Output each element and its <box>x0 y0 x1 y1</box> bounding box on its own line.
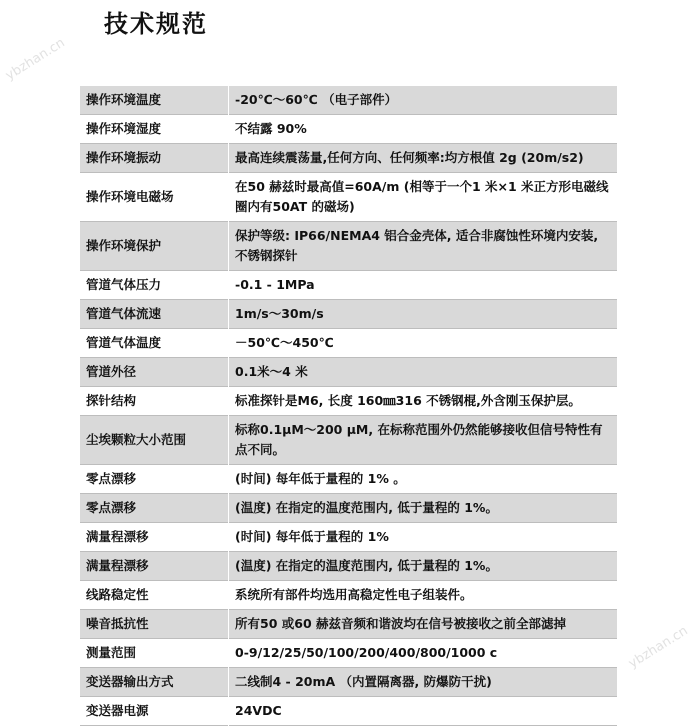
table-row <box>80 115 617 144</box>
spec-value: 1m/s～30m/s <box>235 306 324 321</box>
table-row <box>80 465 617 494</box>
table-row <box>80 329 617 358</box>
table-row <box>80 581 617 610</box>
table-row <box>80 387 617 416</box>
spec-label: 操作环境温度 <box>80 86 229 115</box>
spec-value: 保护等级: IP66/NEMA4 铝合金壳体, 适合非腐蚀性环境内安装, 不锈钢探针 <box>235 228 599 263</box>
spec-label: 管道气体流速 <box>80 300 229 329</box>
table-row <box>80 668 617 697</box>
spec-value: 所有50 或60 赫兹音频和谐波均在信号被接收之前全部滤掉 <box>235 616 566 631</box>
spec-label: 管道外径 <box>80 358 229 387</box>
spec-value: 最高连续震荡量,任何方向、任何频率:均方根值 2g (20m/s2) <box>235 150 584 165</box>
spec-label: 操作环境湿度 <box>80 115 229 144</box>
table-row <box>80 610 617 639</box>
table-row <box>80 271 617 300</box>
spec-label: 操作环境振动 <box>80 144 229 173</box>
table-row <box>80 552 617 581</box>
watermark-right: ybzhan.cn <box>626 623 691 672</box>
spec-label: 零点漂移 <box>80 494 229 523</box>
spec-value: (时间) 每年低于量程的 1% 。 <box>235 471 406 486</box>
spec-value: (温度) 在指定的温度范围内, 低于量程的 1%。 <box>235 558 498 573</box>
spec-value: 标称0.1μM～200 μM, 在标称范围外仍然能够接收但信号特性有点不同。 <box>235 422 603 457</box>
table-row <box>80 494 617 523</box>
spec-label: 管道气体压力 <box>80 271 229 300</box>
spec-label: 变送器电源 <box>80 697 229 726</box>
spec-label: 满量程漂移 <box>80 523 229 552</box>
table-row <box>80 697 617 726</box>
spec-label: 变送器输出方式 <box>80 668 229 697</box>
spec-label: 噪音抵抗性 <box>80 610 229 639</box>
watermark-left: ybzhan.cn <box>3 35 68 84</box>
table-row <box>80 222 617 271</box>
spec-label: 管道气体温度 <box>80 329 229 358</box>
table-row <box>80 144 617 173</box>
spec-label: 操作环境保护 <box>80 222 229 271</box>
table-row <box>80 416 617 465</box>
spec-value: 24VDC <box>235 703 282 718</box>
spec-value: 0-9/12/25/50/100/200/400/800/1000 c <box>235 645 498 660</box>
spec-value: 标准探针是M6, 长度 160㎜316 不锈钢棍,外含刚玉保护层。 <box>235 393 581 408</box>
table-row <box>80 523 617 552</box>
spec-label: 测量范围 <box>80 639 229 668</box>
table-row <box>80 300 617 329</box>
spec-label: 线路稳定性 <box>80 581 229 610</box>
spec-value: 二线制4 - 20mA （内置隔离器, 防爆防干扰) <box>235 674 492 689</box>
spec-value: (温度) 在指定的温度范围内, 低于量程的 1%。 <box>235 500 498 515</box>
spec-label: 尘埃颗粒大小范围 <box>80 416 229 465</box>
spec-table <box>80 86 617 726</box>
spec-value: 0.1米～4 米 <box>235 364 308 379</box>
spec-value: 在50 赫兹时最高值=60A/m (相等于一个1 米×1 米正方形电磁线圈内有50AT 的磁场) <box>235 179 609 214</box>
spec-value: 系统所有部件均选用高稳定性电子组装件。 <box>235 587 473 602</box>
spec-value: －50℃～450℃ <box>235 335 334 350</box>
table-row <box>80 639 617 668</box>
spec-label: 操作环境电磁场 <box>80 173 229 222</box>
spec-value: -0.1 - 1MPa <box>235 277 315 292</box>
spec-value: 不结露 90% <box>235 121 307 136</box>
spec-label: 满量程漂移 <box>80 552 229 581</box>
spec-value: (时间) 每年低于量程的 1% <box>235 529 389 544</box>
spec-label: 零点漂移 <box>80 465 229 494</box>
page-title: 技术规范 <box>104 9 208 38</box>
table-row <box>80 86 617 115</box>
spec-value: -20℃～60℃ （电子部件） <box>235 92 398 107</box>
spec-label: 探针结构 <box>80 387 229 416</box>
table-row <box>80 358 617 387</box>
table-row <box>80 173 617 222</box>
